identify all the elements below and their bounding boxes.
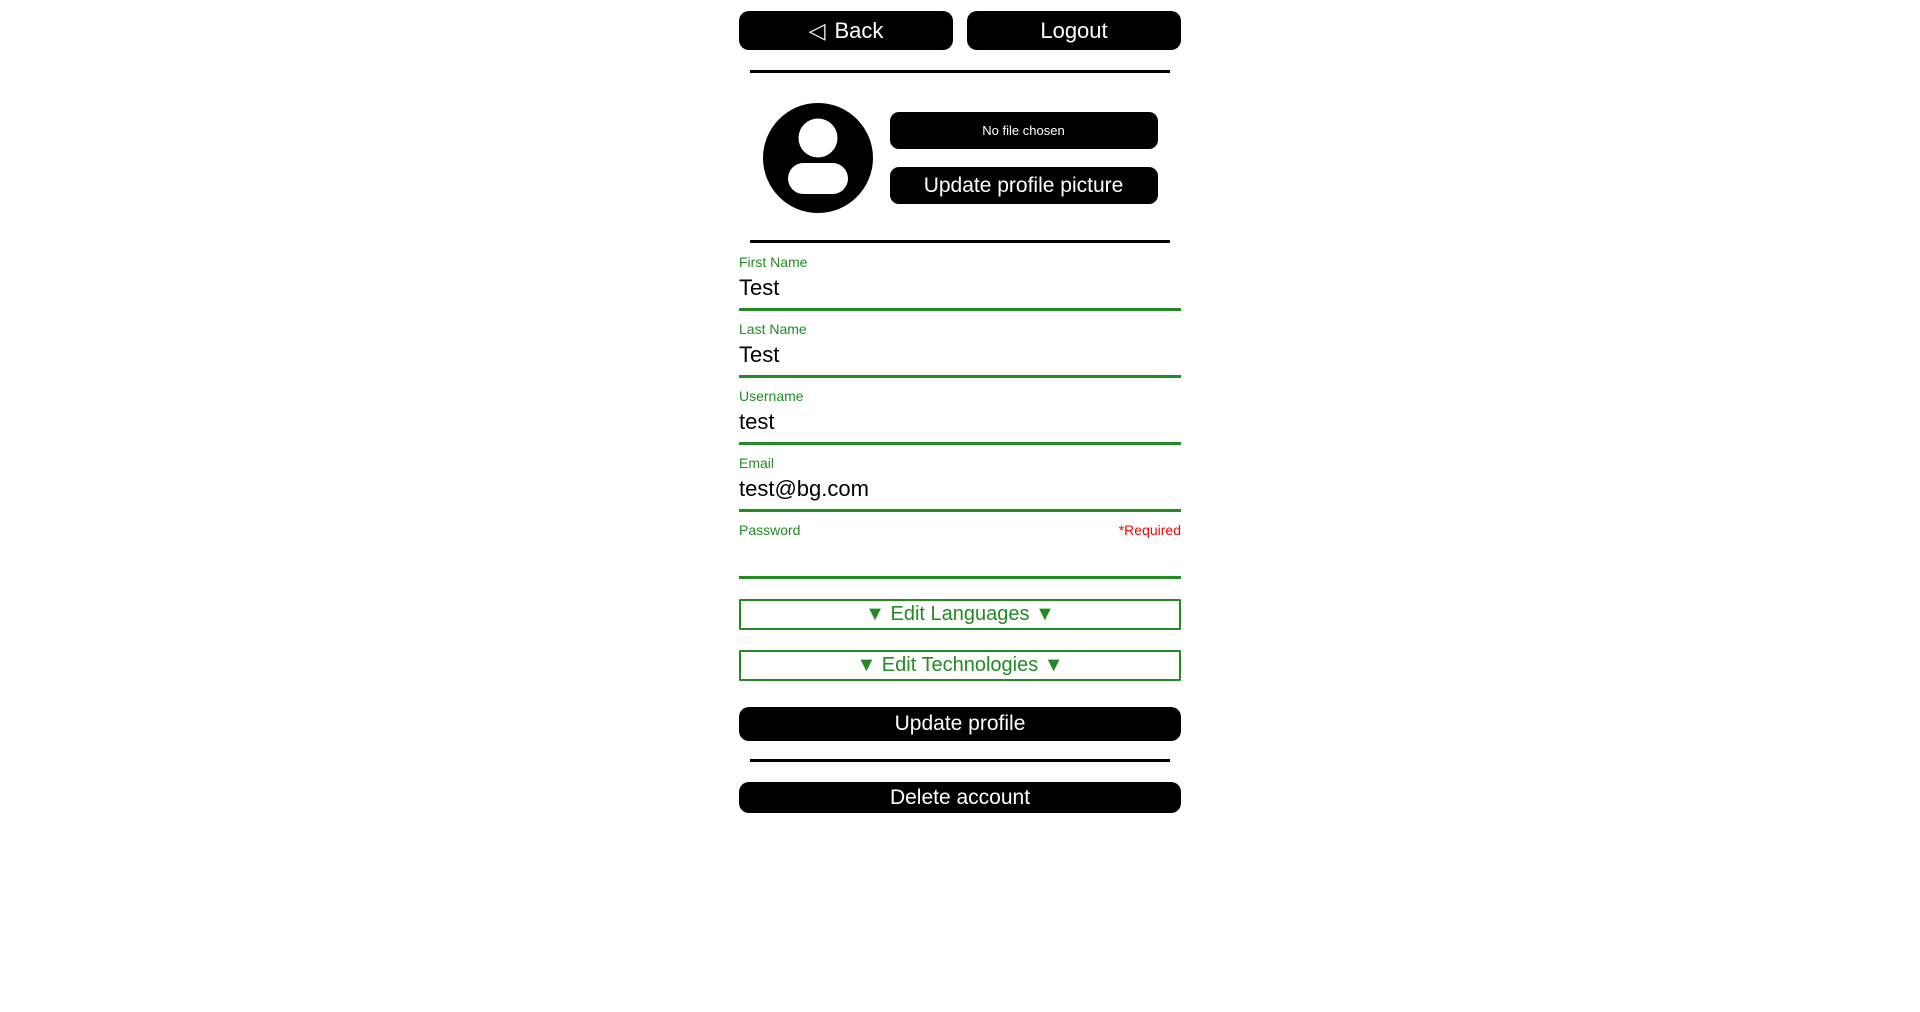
- email-label: Email: [739, 455, 775, 471]
- field-last-name: [739, 321, 1181, 378]
- update-profile-button[interactable]: Update profile: [739, 707, 1181, 741]
- password-required-note: *Required: [1118, 522, 1181, 538]
- back-button[interactable]: [739, 11, 953, 50]
- field-password: [739, 522, 1181, 579]
- password-label: Password: [739, 522, 801, 538]
- password-label-row: [739, 522, 1181, 539]
- logout-button[interactable]: Logout: [967, 11, 1181, 50]
- profile-form: [739, 254, 1181, 579]
- first-name-label: First Name: [739, 254, 808, 270]
- file-input-button[interactable]: No file chosen: [890, 112, 1158, 149]
- field-email: [739, 455, 1181, 512]
- divider: [750, 70, 1170, 73]
- field-first-name: [739, 254, 1181, 311]
- last-name-input[interactable]: [739, 338, 1181, 378]
- username-input[interactable]: [739, 405, 1181, 445]
- field-username: [739, 388, 1181, 445]
- back-button-label: Back: [834, 17, 884, 43]
- header-actions: [739, 11, 1181, 50]
- person-avatar-icon: [763, 103, 873, 213]
- last-name-label: Last Name: [739, 321, 807, 337]
- profile-picture-section: [739, 103, 1181, 213]
- back-arrow-icon: ◁: [808, 17, 826, 43]
- divider: [750, 240, 1170, 243]
- profile-page: [739, 0, 1181, 813]
- edit-languages-button[interactable]: ▼ Edit Languages ▼: [739, 599, 1181, 630]
- first-name-input[interactable]: [739, 271, 1181, 311]
- update-picture-button[interactable]: Update profile picture: [890, 167, 1158, 204]
- email-input[interactable]: [739, 472, 1181, 512]
- divider: [750, 759, 1170, 762]
- avatar: [763, 103, 873, 213]
- edit-technologies-button[interactable]: ▼ Edit Technologies ▼: [739, 650, 1181, 681]
- username-label: Username: [739, 388, 804, 404]
- password-input[interactable]: [739, 539, 1181, 579]
- picture-upload-controls: [890, 112, 1158, 204]
- delete-account-button[interactable]: Delete account: [739, 782, 1181, 813]
